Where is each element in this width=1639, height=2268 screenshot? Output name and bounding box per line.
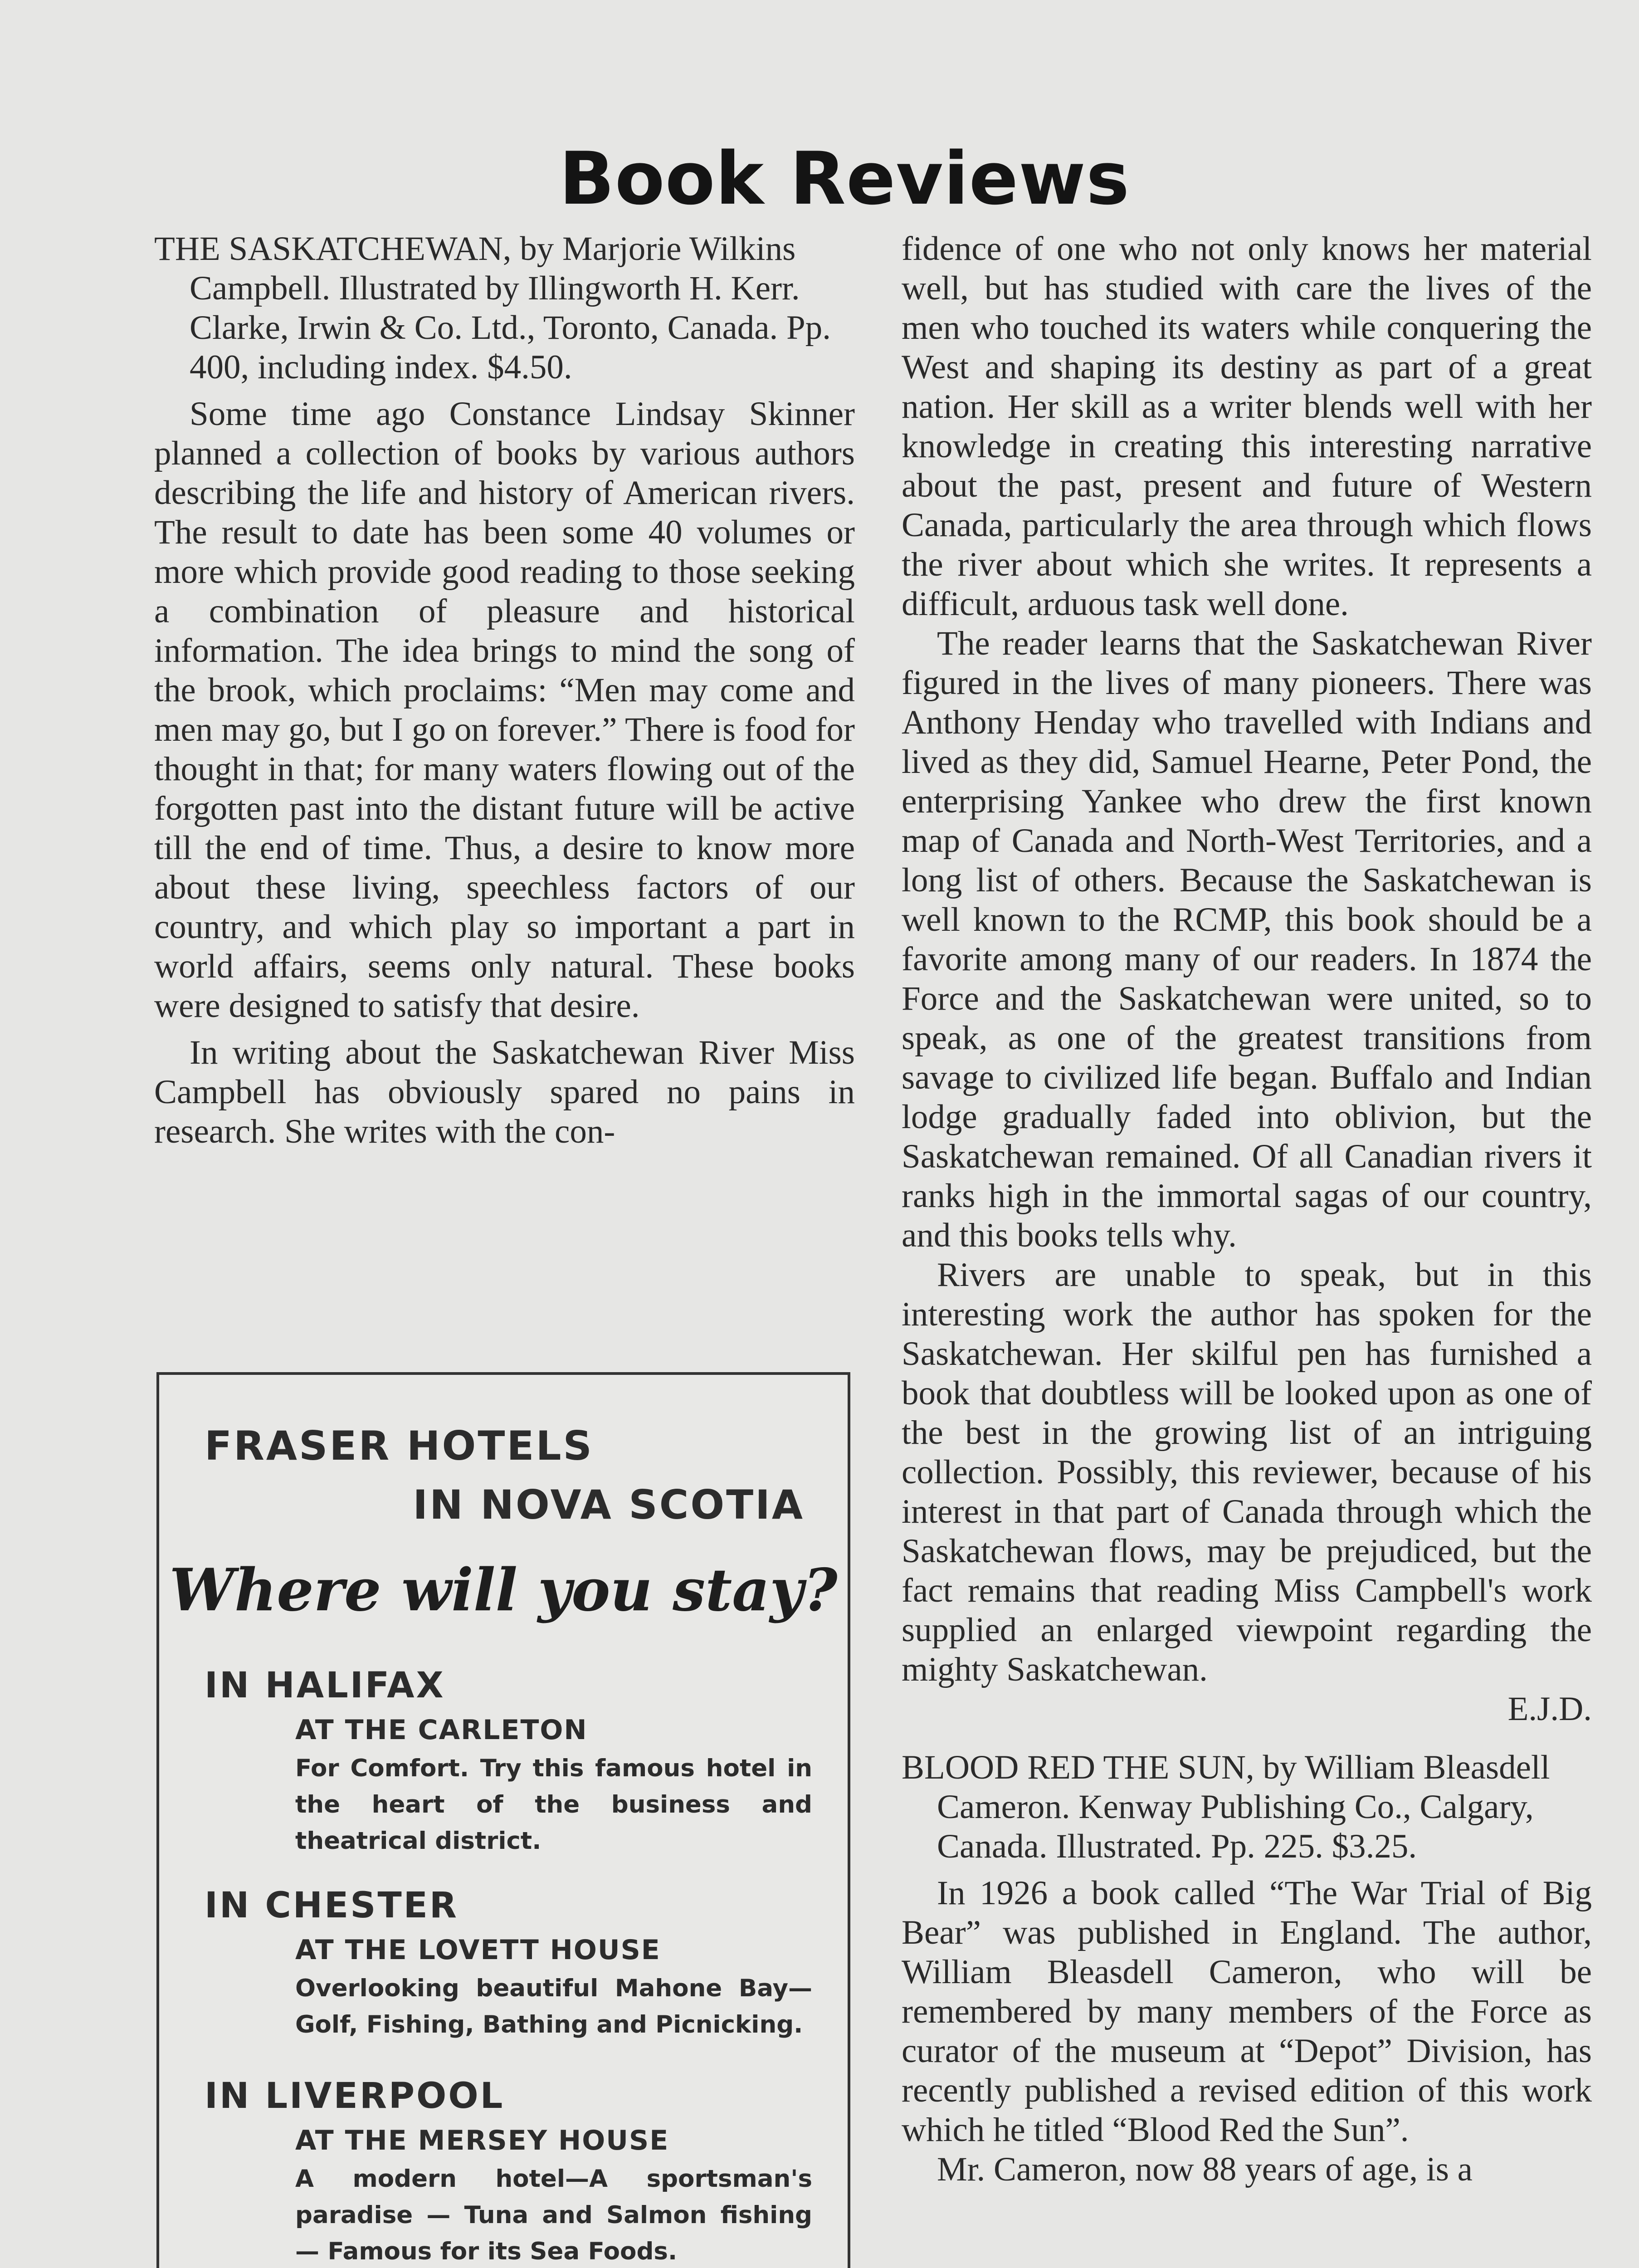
ad-city: IN HALIFAX [205, 1665, 445, 1706]
ad-city: IN LIVERPOOL [205, 2076, 505, 2116]
right-column [902, 229, 1592, 2189]
ad-hotel-name: AT THE MERSEY HOUSE [295, 2125, 669, 2156]
ad-section-liverpool [205, 2076, 812, 2268]
left-column [154, 229, 855, 1151]
ad-hotel-description: For Comfort. Try this famous hotel in the heart of the business and theatrical district. [295, 1755, 812, 1855]
ad-hotel-description: A modern hotel—A sportsman's paradise — Tuna and Salmon fishing — Famous for its Sea Foods. [295, 2165, 812, 2265]
page-title: Book Reviews [559, 136, 1130, 221]
reviewer-signature: E.J.D. [1507, 1690, 1592, 1728]
paragraph: Some time ago Constance Lindsay Skinner planned a collection of books by various authors describing the life and history of American rivers. The result to date has been some 40 volumes or more which provide good reading to those seeking a combination of pleasure and historical information. The idea brings to mind the song of the brook, which proclaims: “Men may come and men may go, but I go on forever.” There is food for thought in that; for many waters flowing out of the forgotten past into the distant future will be active till the end of time. Thus, a desire to know more about these living, speechless factors of our country, and which play so important a part in world affairs, seems only natural. These books were designed to satisfy that desire. [154, 395, 855, 1025]
paragraph: The reader learns that the Saskatchewan River figured in the lives of many pioneers. There was Anthony Henday who travelled with Indians and lived as they did, Samuel Hearne, Peter Pond, the enterprising Yankee who drew the first known map of Canada and North-West Territories, and a long list of others. Because the Saskatchewan is well known to the RCMP, this book should be a favorite among many of our readers. In 1874 the Force and the Saskatchewan were united, so to speak, as one of the greatest transitions from savage to civilized life began. Buffalo and Indian lodge gradually faded into oblivion, but the Saskatchewan remained. Of all Canadian rivers it ranks high in the immortal sagas of our country, and this books tells why. [902, 625, 1592, 1254]
ad-heading-line2: IN NOVA SCOTIA [413, 1481, 805, 1528]
review-heading-saskatchewan: THE SASKATCHEWAN, by Marjorie Wilkins Campbell. Illustrated by Illingworth H. Kerr. Clarke, Irwin & Co. Ltd., Toronto, Canada. Pp. 400, including index. $4.50. [154, 230, 831, 386]
ad-heading-line1: FRASER HOTELS [205, 1422, 594, 1469]
ad-city: IN CHESTER [205, 1885, 459, 1926]
ad-hotel-name: AT THE CARLETON [295, 1714, 588, 1746]
fraser-hotels-advertisement [156, 1372, 850, 2268]
paragraph-continued: fidence of one who not only knows her material well, but has studied with care the lives of the men who touched its waters while conquering the West and shaping its destiny as part of a great nation. Her skill as a writer blends well with her knowledge in creating this interesting narrative about the past, present and future of Western Canada, particularly the area through which flows the river about which she writes. It represents a difficult, arduous task well done. [902, 230, 1592, 623]
ad-section-halifax [205, 1665, 812, 1859]
ad-tagline: Where will you stay? [169, 1556, 838, 1624]
ad-hotel-name: AT THE LOVETT HOUSE [295, 1934, 661, 1966]
paragraph: In 1926 a book called “The War Trial of Big Bear” was published in England. The author, William Bleasdell Cameron, who will be remembered by many members of the Force as curator of the museum at “Depot” Division, has recently published a revised edition of this work which he titled “Blood Red the Sun”. [902, 1874, 1592, 2149]
paragraph: Rivers are unable to speak, but in this interesting work the author has spoken for the Saskatchewan. Her skilful pen has furnished a book that doubtless will be looked upon as one of the best in the growing list of an intriguing collection. Possibly, this reviewer, because of his interest in that part of Canada through which the Saskatchewan flows, may be prejudiced, but the fact remains that reading Miss Campbell's work supplied an enlarged viewpoint regarding the mighty Saskatchewan. [902, 1256, 1592, 1688]
paragraph: In writing about the Saskatchewan River Miss Campbell has obviously spared no pains in research. She writes with the con- [154, 1034, 855, 1150]
ad-section-chester [205, 1885, 812, 2043]
ad-hotel-description: Overlooking beautiful Mahone Bay— Golf, Fishing, Bathing and Picnicking. [295, 1975, 812, 2038]
paragraph: Mr. Cameron, now 88 years of age, is a [937, 2151, 1473, 2188]
review-heading-blood-red-the-sun: BLOOD RED THE SUN, by William Bleasdell Cameron. Kenway Publishing Co., Calgary, Canada. Illustrated. Pp. 225. $3.25. [902, 1749, 1550, 1865]
